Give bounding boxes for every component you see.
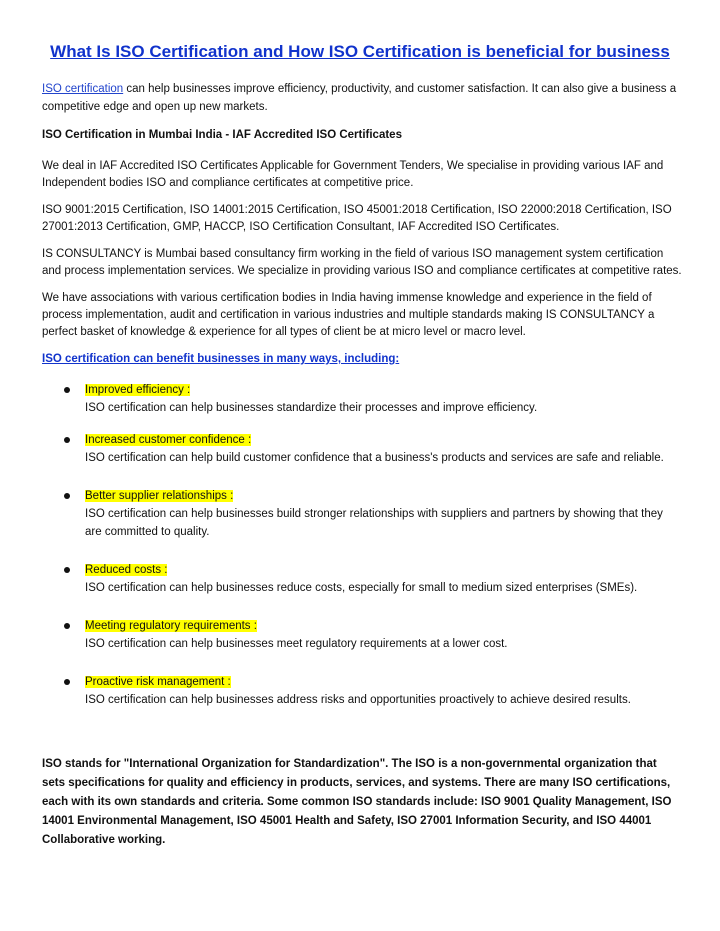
paragraph-government-tenders: We deal in IAF Accredited ISO Certificates Applicable for Government Tenders, We specialise in providing various IAF and Independent bodies ISO and compliance certificates at competitive price. xyxy=(42,160,664,189)
bullet-icon xyxy=(64,493,70,499)
benefit-description: ISO certification can help businesses address risks and opportunities proactively to achieve desired results. xyxy=(85,694,631,706)
list-item xyxy=(42,673,682,709)
list-item xyxy=(42,617,682,653)
intro-paragraph xyxy=(42,80,682,116)
benefit-description: ISO certification can help businesses standardize their processes and improve efficiency. xyxy=(85,402,538,414)
section-subheading: ISO Certification in Mumbai India - IAF Accredited ISO Certificates xyxy=(42,129,402,141)
bullet-icon xyxy=(64,437,70,443)
benefit-title: Proactive risk management : xyxy=(85,676,231,688)
benefits-list xyxy=(42,381,682,709)
iso-certification-link[interactable]: ISO certification xyxy=(42,83,124,95)
list-item xyxy=(42,561,682,597)
paragraph-associations: We have associations with various certification bodies in India having immense knowledge and experience in the field of process implementation, audit and certification in various industries and multiple standards making IS CONSULTANCY a perfect basket of knowledge & experience for all types of client be at micro level or macro level. xyxy=(42,292,655,338)
closing-paragraph: ISO stands for "International Organization for Standardization". The ISO is a non-governmental organization that sets specifications for quality and efficiency in products, services, and systems. There are many ISO certifications, each with its own standards and criteria. Some common ISO standards include: ISO 9001 Quality Management, ISO 14001 Environmental Management, ISO 45001 Health and Safety, ISO 27001 Information Security, and ISO 44001 Collaborative working. xyxy=(42,758,672,846)
bullet-icon xyxy=(64,387,70,393)
list-item xyxy=(42,381,682,417)
paragraph-certification-list: ISO 9001:2015 Certification, ISO 14001:2015 Certification, ISO 45001:2018 Certification, ISO 22000:2018 Certification, ISO 27001:2013 Certification, GMP, HACCP, ISO Certification Consultant, IAF Accredited ISO Certificates. xyxy=(42,204,672,233)
benefit-description: ISO certification can help build customer confidence that a business's products and services are safe and reliable. xyxy=(85,452,664,464)
intro-text: can help businesses improve efficiency, productivity, and customer satisfaction. It can also give a business a competitive edge and open up new markets. xyxy=(42,83,677,113)
benefit-description: ISO certification can help businesses build stronger relationships with suppliers and partners by showing that they are committed to quality. xyxy=(85,508,663,538)
list-item xyxy=(42,431,682,467)
benefit-title: Increased customer confidence : xyxy=(85,434,252,446)
bullet-icon xyxy=(64,679,70,685)
document-body xyxy=(42,80,682,860)
benefit-description: ISO certification can help businesses reduce costs, especially for small to medium sized enterprises (SMEs). xyxy=(85,582,638,594)
benefit-title: Improved efficiency : xyxy=(85,384,191,396)
benefit-title: Meeting regulatory requirements : xyxy=(85,620,257,632)
page-title: What Is ISO Certification and How ISO Certification is beneficial for business xyxy=(50,42,670,61)
benefits-heading-link[interactable]: ISO certification can benefit businesses in many ways, including: xyxy=(42,353,400,365)
list-item xyxy=(42,487,682,541)
benefit-description: ISO certification can help businesses meet regulatory requirements at a lower cost. xyxy=(85,638,508,650)
bullet-icon xyxy=(64,623,70,629)
benefit-title: Reduced costs : xyxy=(85,564,168,576)
paragraph-consultancy-about: IS CONSULTANCY is Mumbai based consultancy firm working in the field of various ISO management system certification and process implementation services. We specialize in providing various ISO and compliance certificates at competitive rates. xyxy=(42,248,682,277)
benefit-title: Better supplier relationships : xyxy=(85,490,234,502)
bullet-icon xyxy=(64,567,70,573)
